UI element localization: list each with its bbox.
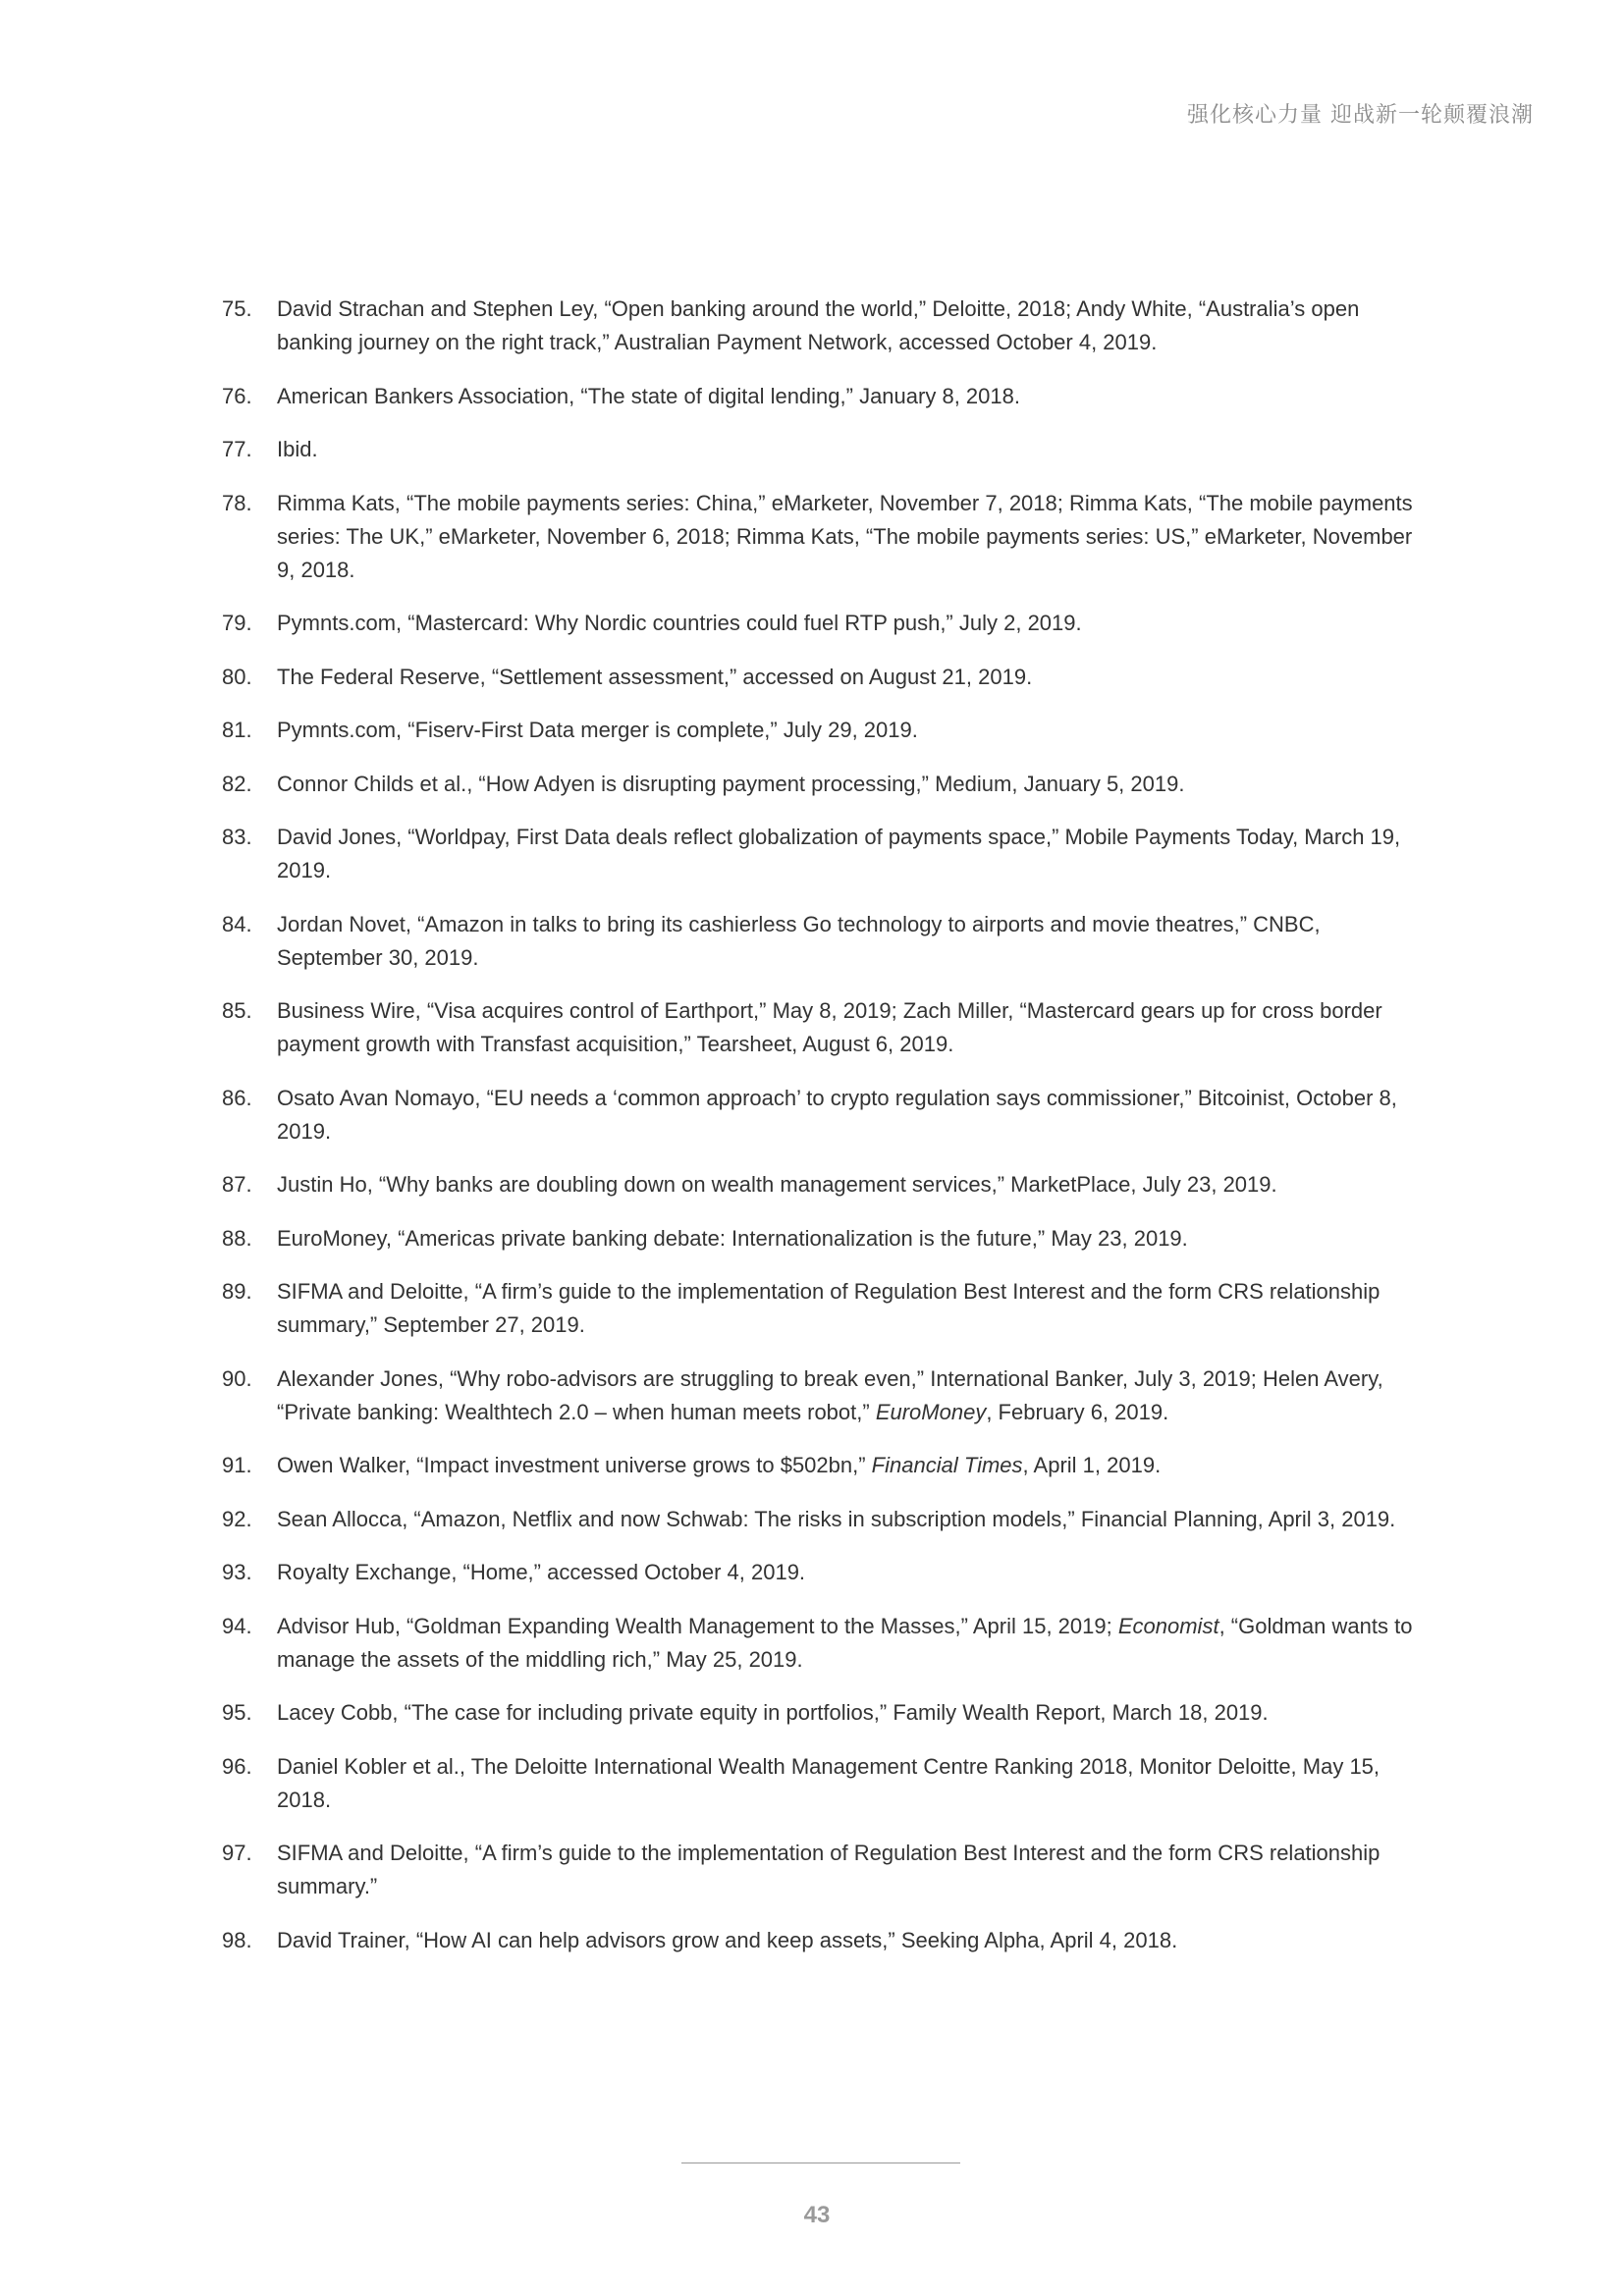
endnote-item (222, 487, 1420, 587)
endnote-number: 87. (222, 1172, 252, 1197)
endnote-citation (277, 1750, 1420, 1817)
endnote-citation (277, 380, 1420, 413)
citation-text: Royalty Exchange, “Home,” accessed October 4, 2019. (277, 1560, 806, 1584)
endnote-number: 89. (222, 1279, 252, 1304)
endnote-item (222, 1503, 1420, 1536)
citation-text: EuroMoney, “Americas private banking debate: Internationalization is the future,” May 23, 2019. (277, 1225, 1188, 1251)
endnote-citation (277, 714, 1420, 747)
endnote-number: 95. (222, 1700, 252, 1725)
page-number: 43 (803, 2202, 831, 2228)
endnote-item (222, 1168, 1420, 1201)
endnote-item (222, 768, 1420, 801)
citation-text: David Trainer, “How AI can help advisors grow and keep assets,” Seeking Alpha, April 4, 2018. (277, 1927, 1178, 1952)
endnote-citation (277, 1610, 1420, 1677)
endnote-item (222, 1362, 1420, 1429)
endnote-citation (277, 908, 1420, 975)
endnote-item (222, 380, 1420, 413)
endnote-number: 78. (222, 490, 252, 515)
citation-text: Justin Ho, “Why banks are doubling down on wealth management services,” MarketPlace, July 23, 2019. (277, 1172, 1277, 1197)
endnote-number: 92. (222, 1506, 252, 1531)
endnote-item (222, 1449, 1420, 1482)
endnote-number: 97. (222, 1841, 252, 1865)
citation-text: Owen Walker, “Impact investment universe grows to $502bn,” (277, 1453, 872, 1477)
endnote-citation (277, 1503, 1420, 1536)
endnote-citation (277, 607, 1420, 640)
citation-text: Jordan Novet, “Amazon in talks to bring its cashierless Go technology to airports and movie theatres,” CNBC, September 30, 2019. (277, 911, 1321, 970)
endnote-item (222, 821, 1420, 887)
citation-text: Advisor Hub, “Goldman Expanding Wealth Management to the Masses,” April 15, 2019; (277, 1613, 1118, 1638)
endnote-number: 88. (222, 1225, 252, 1251)
endnote-number: 93. (222, 1560, 252, 1584)
endnote-number: 90. (222, 1365, 252, 1391)
endnote-citation (277, 768, 1420, 801)
endnote-number: 86. (222, 1085, 252, 1110)
citation-text: American Bankers Association, “The state of digital lending,” January 8, 2018. (277, 383, 1020, 408)
endnote-item (222, 994, 1420, 1061)
citation-text: Pymnts.com, “Mastercard: Why Nordic countries could fuel RTP push,” July 2, 2019. (277, 611, 1082, 635)
endnote-number: 77. (222, 437, 252, 461)
endnote-citation (277, 1556, 1420, 1589)
citation-text: Alexander Jones, “Why robo-advisors are struggling to break even,” International Banker, July 3, 2019; Helen Avery, “Private banking: Wealthtech 2.0 – when human meets robot,” (277, 1365, 1383, 1424)
endnote-number: 85. (222, 998, 252, 1023)
endnote-citation (277, 1275, 1420, 1342)
endnote-number: 83. (222, 825, 252, 849)
citation-text: , April 1, 2019. (1022, 1453, 1162, 1477)
endnote-number: 84. (222, 911, 252, 936)
citation-text: Osato Avan Nomayo, “EU needs a ‘common approach’ to crypto regulation says commissioner,” Bitcoinist, October 8, 2019. (277, 1085, 1397, 1144)
citation-text: Pymnts.com, “Fiserv-First Data merger is complete,” July 29, 2019. (277, 718, 918, 742)
endnote-citation (277, 1924, 1420, 1957)
citation-text: David Strachan and Stephen Ley, “Open banking around the world,” Deloitte, 2018; Andy White, “Australia’s open banking journey on the right track,” Australian Payment Network, accessed October 4, 2019. (277, 296, 1360, 354)
endnote-item (222, 1275, 1420, 1342)
endnote-citation (277, 293, 1420, 359)
endnote-citation (277, 1696, 1420, 1730)
endnote-number: 81. (222, 718, 252, 742)
citation-text: Lacey Cobb, “The case for including private equity in portfolios,” Family Wealth Report, March 18, 2019. (277, 1700, 1269, 1725)
endnote-item (222, 1556, 1420, 1589)
citation-publication-title: Economist (1117, 1613, 1219, 1638)
citation-text: Connor Childs et al., “How Adyen is disrupting payment processing,” Medium, January 5, 2019. (277, 771, 1185, 796)
endnote-item (222, 1837, 1420, 1903)
endnote-item (222, 1750, 1420, 1817)
endnote-citation (277, 1362, 1420, 1429)
citation-text: David Jones, “Worldpay, First Data deals reflect globalization of payments space,” Mobile Payments Today, March 19, 2019. (277, 825, 1401, 882)
endnote-citation (277, 487, 1420, 587)
endnote-number: 98. (222, 1927, 252, 1952)
citation-text: Rimma Kats, “The mobile payments series: China,” eMarketer, November 7, 2018; Rimma Kats, “The mobile payments series: The UK,” eMarketer, November 6, 2018; Rimma Kats, “The mobile payments series: US,” eMarketer, November 9, 2018. (277, 490, 1413, 582)
endnote-item (222, 1082, 1420, 1148)
endnotes-list (222, 293, 1420, 1977)
citation-text: SIFMA and Deloitte, “A firm’s guide to the implementation of Regulation Best Interest and the form CRS relationship summary,” September 27, 2019. (277, 1279, 1380, 1337)
endnote-item (222, 1924, 1420, 1957)
endnote-item (222, 433, 1420, 466)
citation-publication-title: EuroMoney (875, 1399, 987, 1424)
endnote-number: 82. (222, 771, 252, 796)
endnote-citation (277, 994, 1420, 1061)
citation-text: Sean Allocca, “Amazon, Netflix and now Schwab: The risks in subscription models,” Financial Planning, April 3, 2019. (277, 1506, 1396, 1531)
citation-text: Daniel Kobler et al., The Deloitte International Wealth Management Centre Ranking 2018, Monitor Deloitte, May 15, 2018. (277, 1753, 1380, 1812)
running-header-title: 强化核心力量 迎战新一轮颠覆浪潮 (1187, 103, 1534, 128)
endnote-citation (277, 821, 1420, 887)
endnote-number: 91. (222, 1453, 252, 1477)
endnote-number: 76. (222, 383, 252, 408)
endnote-item (222, 1696, 1420, 1730)
citation-text: , February 6, 2019. (986, 1399, 1169, 1424)
endnote-item (222, 1610, 1420, 1677)
endnote-number: 75. (222, 296, 252, 321)
endnote-citation (277, 1082, 1420, 1148)
citation-text: SIFMA and Deloitte, “A firm’s guide to the implementation of Regulation Best Interest and the form CRS relationship summary.” (277, 1841, 1380, 1898)
citation-text: , “Goldman wants to manage the assets of the middling rich,” May 25, 2019. (277, 1613, 1413, 1672)
endnote-citation (277, 433, 1420, 466)
endnote-number: 80. (222, 664, 252, 689)
endnote-citation (277, 1837, 1420, 1903)
citation-text: The Federal Reserve, “Settlement assessment,” accessed on August 21, 2019. (277, 664, 1033, 689)
citation-text: Ibid. (277, 437, 318, 461)
endnote-item (222, 714, 1420, 747)
endnote-number: 96. (222, 1753, 252, 1779)
endnote-number: 94. (222, 1613, 252, 1638)
endnote-item (222, 661, 1420, 694)
endnote-citation (277, 1168, 1420, 1201)
endnote-item (222, 1222, 1420, 1255)
endnote-citation (277, 1449, 1420, 1482)
endnote-citation (277, 661, 1420, 694)
endnote-number: 79. (222, 611, 252, 635)
citation-publication-title: Financial Times (871, 1453, 1023, 1477)
endnote-citation (277, 1222, 1420, 1255)
endnote-item (222, 908, 1420, 975)
endnote-item (222, 293, 1420, 359)
endnote-item (222, 607, 1420, 640)
citation-text: Business Wire, “Visa acquires control of Earthport,” May 8, 2019; Zach Miller, “Mastercard gears up for cross border payment growth with Transfast acquisition,” Tearsheet, August 6, 2019. (277, 998, 1382, 1056)
